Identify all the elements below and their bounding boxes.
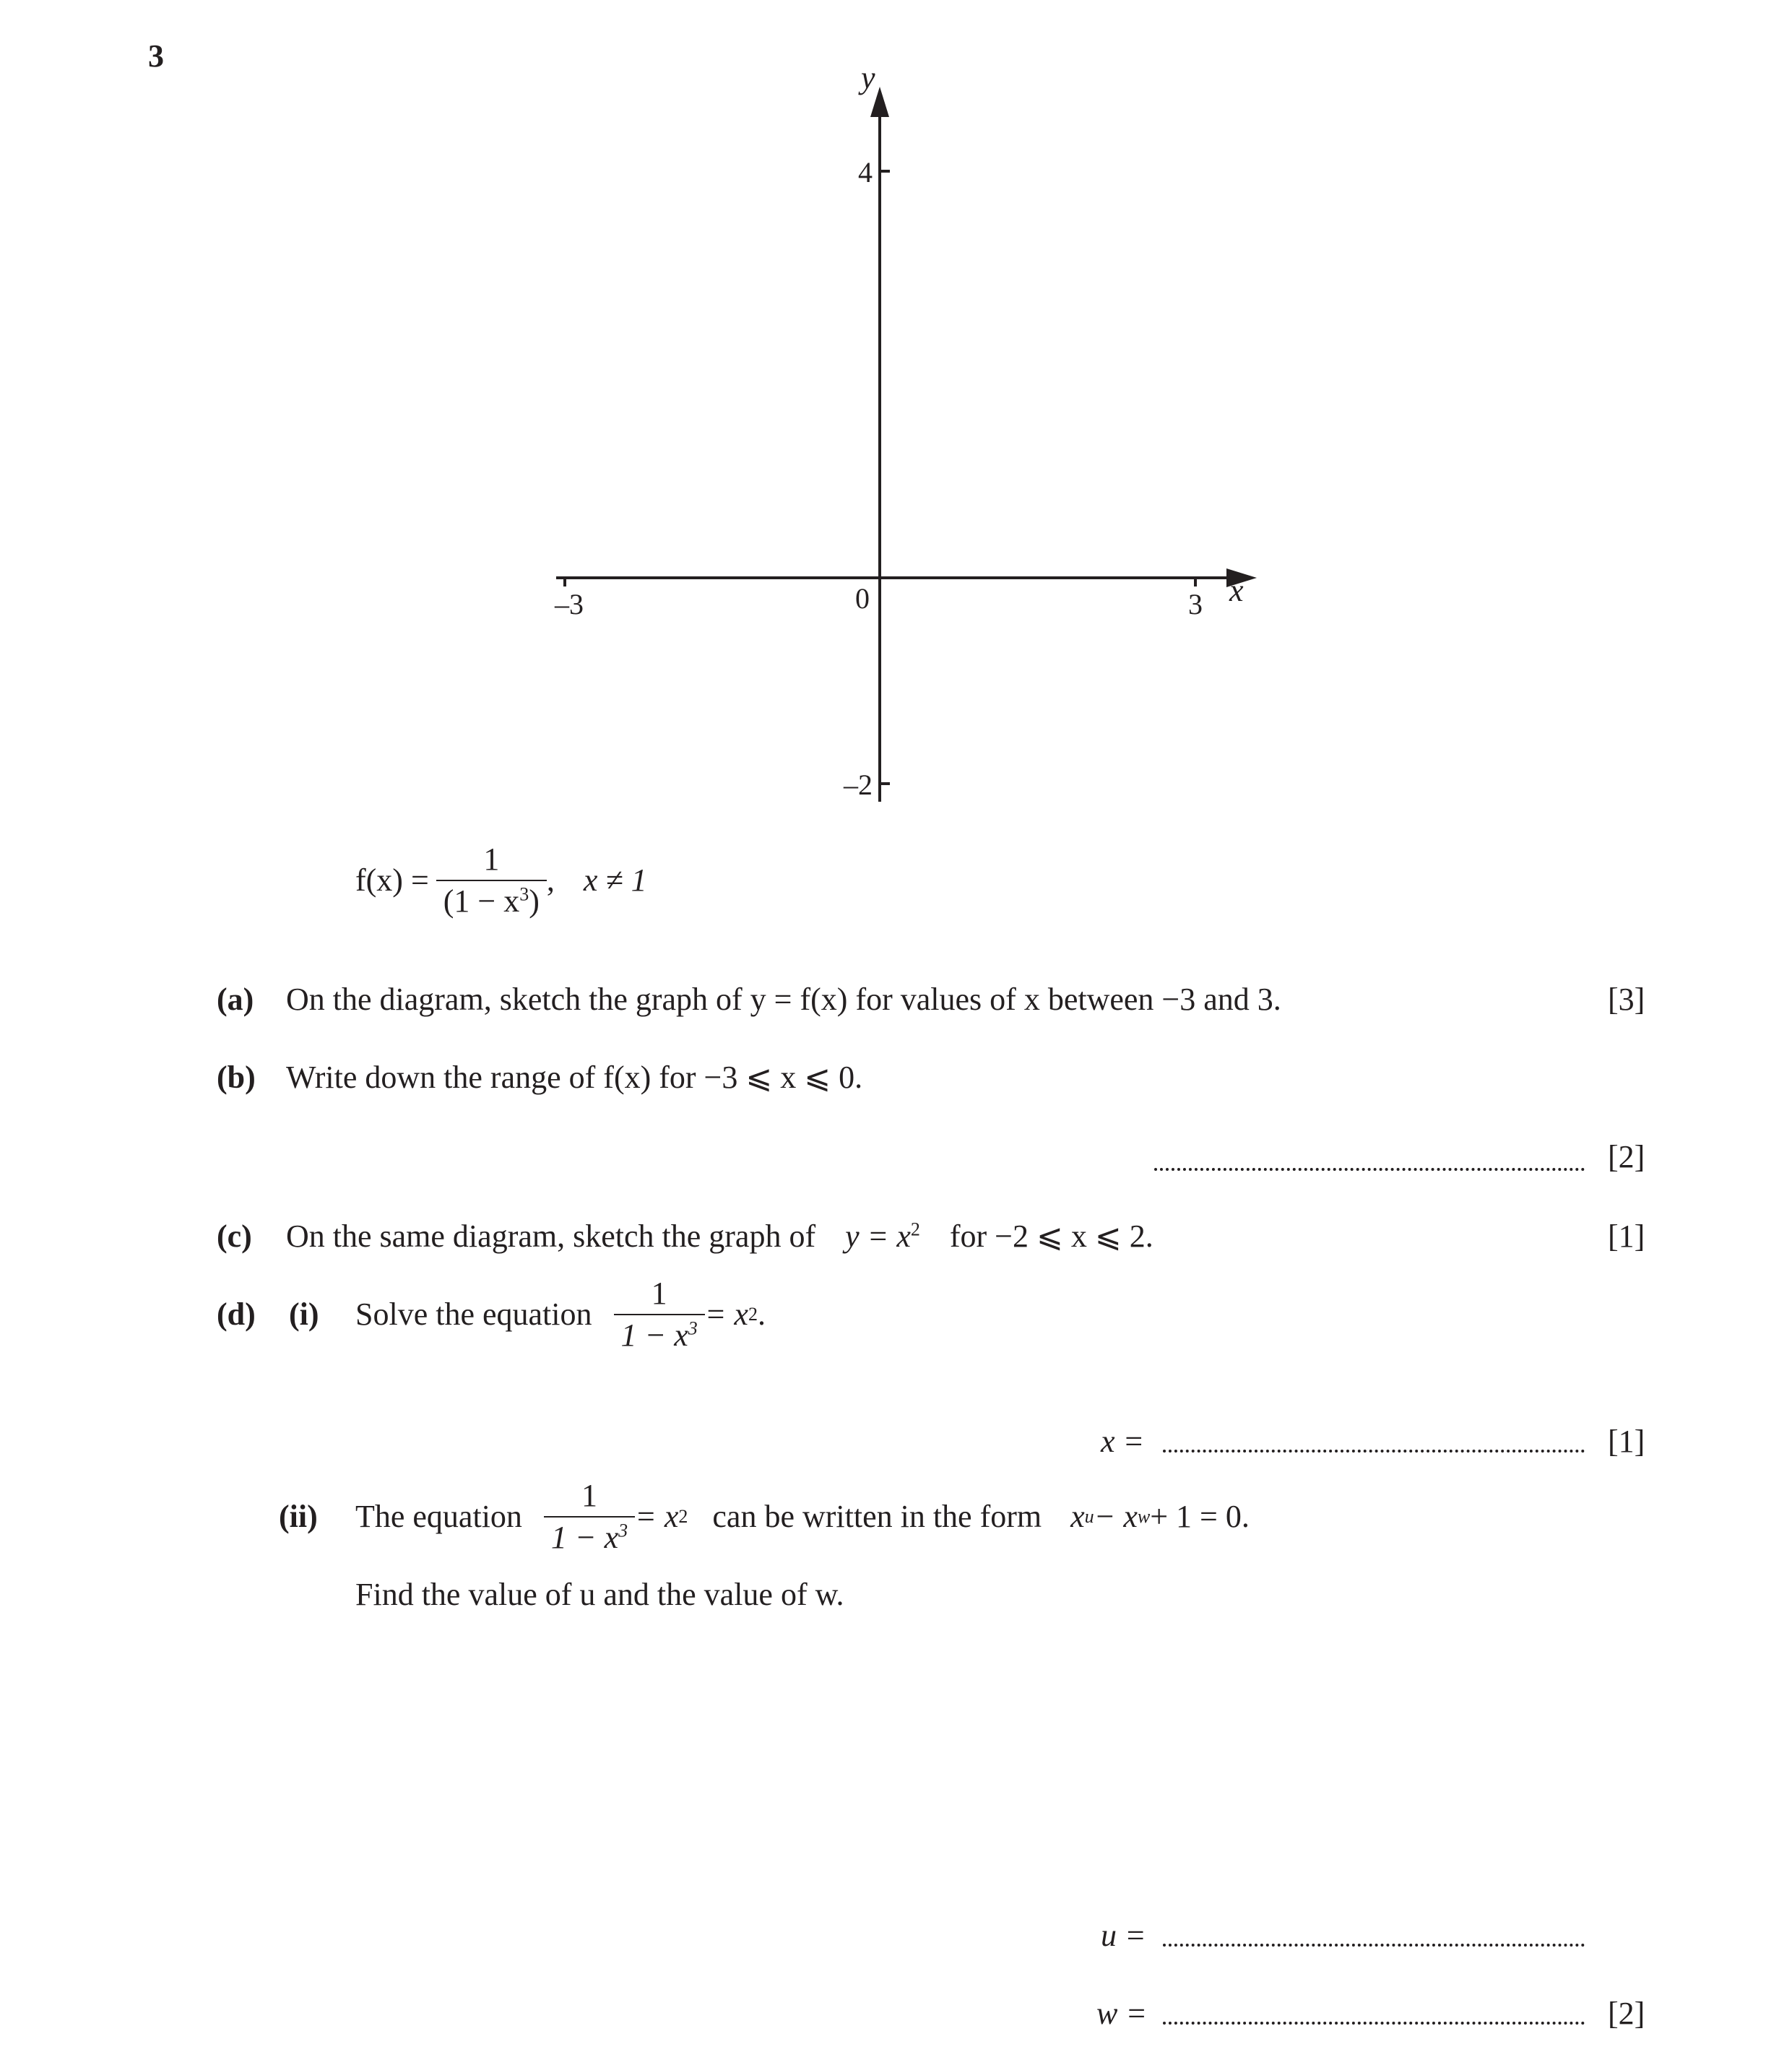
y-tick-label-4: 4 bbox=[858, 156, 873, 189]
part-d-i-text: Solve the equation $\frac{1}{1 - x^3}$ = x 2 . bbox=[355, 1276, 766, 1353]
part-c-marks: [1] bbox=[1608, 1218, 1645, 1254]
part-b-label: (b) bbox=[217, 1060, 256, 1095]
part-c-label: (c) bbox=[217, 1218, 252, 1254]
function-condition: x ≠ 1 bbox=[583, 862, 647, 898]
part-d-i-label: (i) bbox=[289, 1296, 319, 1332]
x-axis-label: x bbox=[1229, 573, 1244, 608]
part-d-ii-marks: [2] bbox=[1608, 1996, 1645, 2031]
function-denominator: $(1 - x^3)$ bbox=[436, 880, 547, 917]
function-definition bbox=[355, 841, 647, 919]
y-axis-label: y bbox=[861, 65, 875, 95]
function-comma: , bbox=[546, 862, 555, 898]
part-d-ii-fraction: $\frac{1}{1 - x^3}$ bbox=[544, 1480, 635, 1554]
part-d-ii-text: The equation $\frac{1}{1 - x^3}$ = x 2 can be written in the form x u − x w + 1 = 0. bbox=[355, 1478, 1250, 1555]
part-d-i-marks: [1] bbox=[1608, 1424, 1645, 1459]
part-d-i-answer-label: x = bbox=[1101, 1424, 1145, 1459]
origin-label: 0 bbox=[855, 582, 870, 615]
part-d-i-answer-line[interactable] bbox=[1163, 1449, 1585, 1453]
part-d-ii-u-answer-line[interactable] bbox=[1163, 1943, 1585, 1947]
part-d-ii-find-text: Find the value of u and the value of w. bbox=[355, 1577, 844, 1612]
part-a-text: On the diagram, sketch the graph of y = f(x) for values of x between −3 and 3. bbox=[286, 982, 1281, 1017]
part-b-answer-line[interactable] bbox=[1154, 1167, 1585, 1171]
part-d-ii-w-answer-line[interactable] bbox=[1163, 2021, 1585, 2025]
part-a-label: (a) bbox=[217, 982, 254, 1017]
x-tick-label-3: 3 bbox=[1188, 588, 1203, 620]
part-d-i-fraction: $\frac{1}{1 - x^3}$ bbox=[614, 1278, 705, 1351]
function-lhs: f(x) = bbox=[355, 862, 429, 898]
part-d-label: (d) bbox=[217, 1296, 256, 1332]
part-a-marks: [3] bbox=[1608, 982, 1645, 1017]
part-c-text: On the same diagram, sketch the graph of $y = x^2$ for −2 ⩽ x ⩽ 2. bbox=[286, 1218, 1153, 1254]
y-tick-label-minus2: –2 bbox=[844, 769, 873, 801]
part-b-text: Write down the range of f(x) for −3 ⩽ x ⩽ 0. bbox=[286, 1060, 863, 1095]
part-d-ii-w-label: w = bbox=[1096, 1996, 1148, 2031]
x-tick-label-minus3: –3 bbox=[555, 588, 584, 620]
question-number: 3 bbox=[148, 38, 164, 74]
part-d-ii-u-label: u = bbox=[1101, 1918, 1146, 1953]
axes-diagram bbox=[534, 65, 1271, 816]
function-numerator: 1 bbox=[483, 841, 500, 877]
part-d-ii-label: (ii) bbox=[279, 1499, 318, 1534]
function-fraction bbox=[436, 841, 547, 919]
part-b-marks: [2] bbox=[1608, 1139, 1645, 1174]
